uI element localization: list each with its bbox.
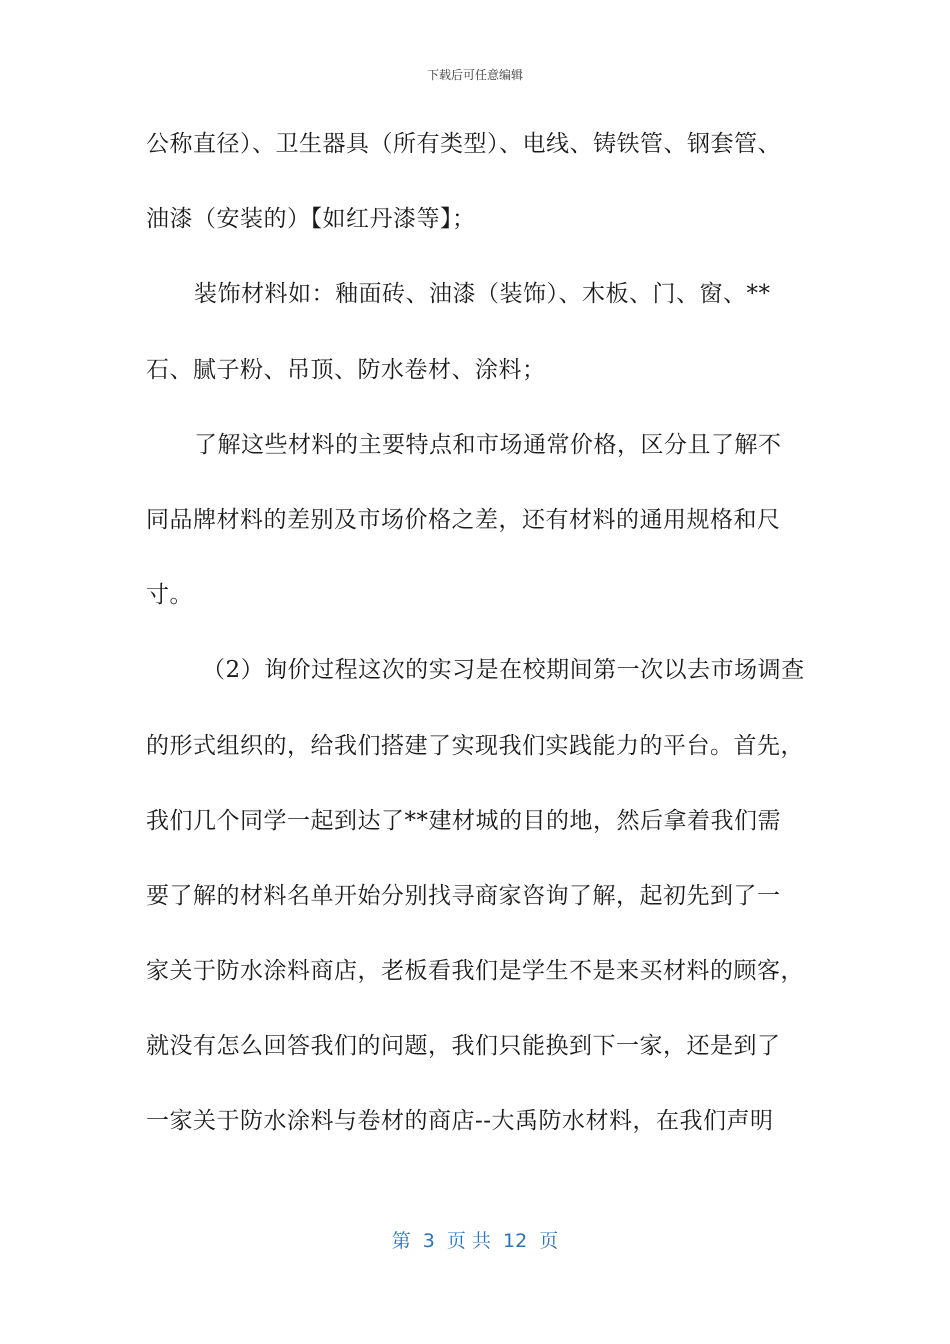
text-line: 油漆（安装的）【如红丹漆等】； (146, 206, 476, 233)
document-body (146, 118, 826, 1171)
text-line: 装饰材料如：釉面砖、油漆（装饰）、木板、门、窗、** (194, 281, 771, 308)
text-line: 寸。 (146, 582, 193, 609)
page-header: 下载后可任意编辑 (426, 68, 523, 82)
text-line: 公称直径）、卫生器具（所有类型）、电线、铸铁管、钢套管、 (146, 131, 781, 157)
text-line: 一家关于防水涂料与卷材的商店--大禹防水材料，在我们声明 (146, 1108, 774, 1135)
text-line: 我们几个同学一起到达了**建材城的目的地，然后拿着我们需 (146, 807, 781, 834)
text-line: 就没有怎么回答我们的问题，我们只能换到下一家，还是到了 (146, 1033, 781, 1060)
text-line: 要了解的材料名单开始分别找寻商家咨询了解，起初先到了一 (146, 882, 781, 909)
text-line: 同品牌材料的差别及市场价格之差，还有材料的通用规格和尺 (146, 506, 781, 533)
text-line: 了解这些材料的主要特点和市场通常价格，区分且了解不 (194, 431, 782, 458)
text-line: 的形式组织的，给我们搭建了实现我们实践能力的平台。首先， (146, 732, 804, 759)
text-line: 石、腻子粉、吊顶、防水卷材、涂料； (146, 356, 546, 383)
text-line: （2）询价过程这次的实习是在校期间第一次以去市场调查 (202, 657, 805, 684)
text-line: 家关于防水涂料商店，老板看我们是学生不是来买材料的顾客， (146, 958, 804, 985)
page-number-footer: 第 3 页 共 12 页 (391, 1230, 559, 1252)
